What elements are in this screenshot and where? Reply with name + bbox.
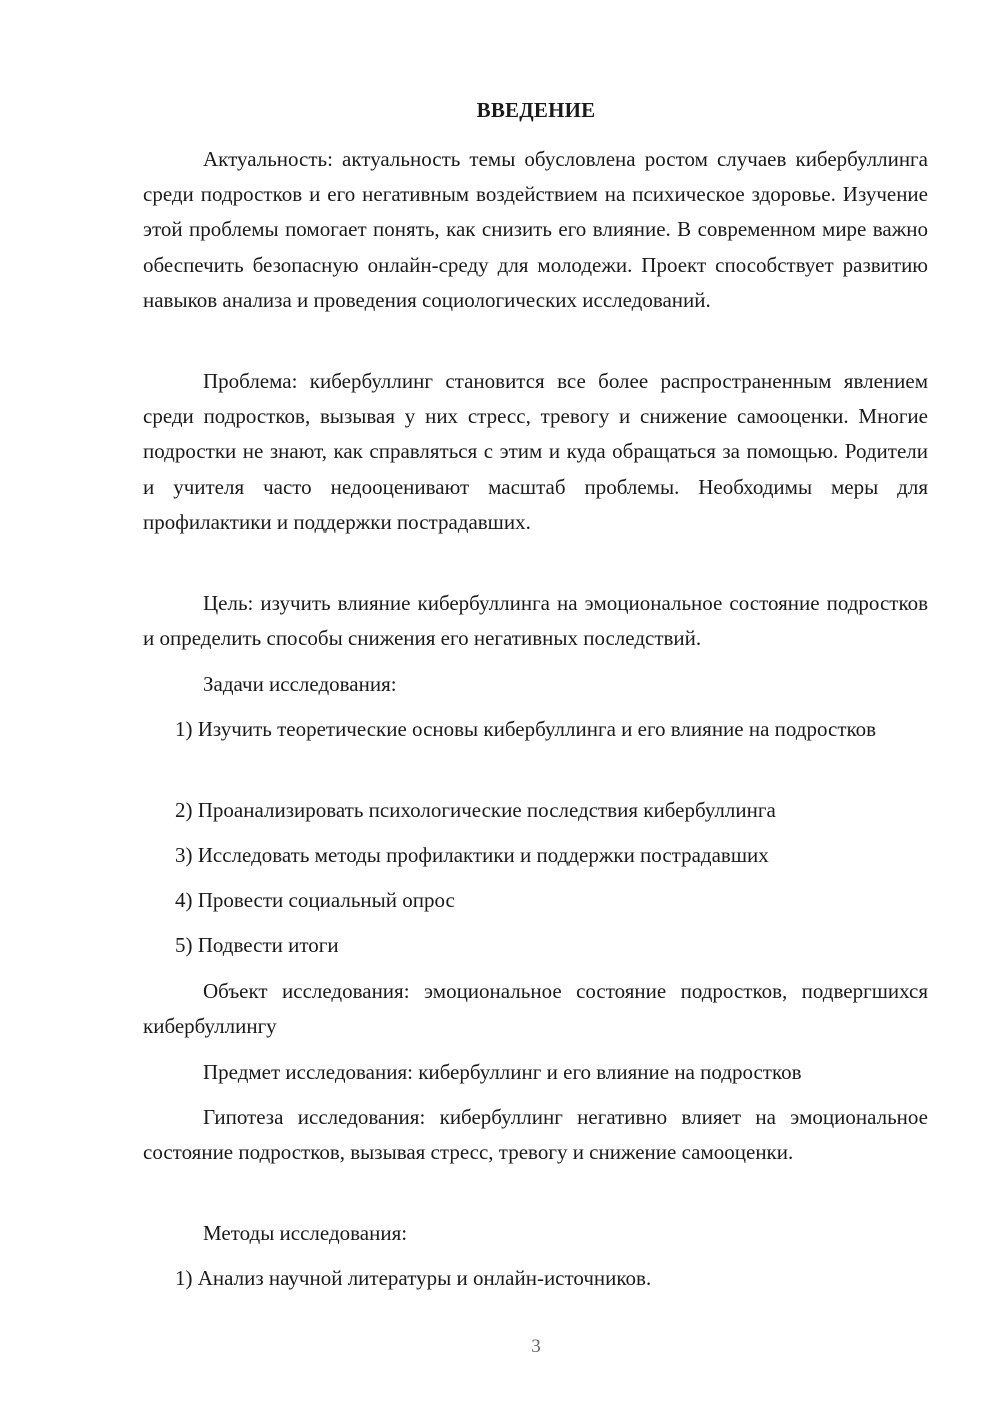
task-item-4: 4) Провести социальный опрос	[175, 888, 455, 912]
methods-heading: Методы исследования:	[203, 1221, 408, 1245]
task-item-3: 3) Исследовать методы профилактики и поддержки пострадавших	[175, 843, 769, 867]
paragraph-hypothesis: Гипотеза исследования: кибербуллинг негативно влияет на эмоциональное состояние подростков, вызывая стресс, тревогу и снижение самооценки.	[143, 1105, 928, 1165]
paragraph-goal: Цель: изучить влияние кибербуллинга на эмоциональное состояние подростков и определить способы снижения его негативных последствий.	[143, 591, 928, 651]
task-item-2: 2) Проанализировать психологические последствия кибербуллинга	[175, 798, 776, 822]
task-item-1: 1) Изучить теоретические основы кибербуллинга и его влияние на подростков	[175, 717, 877, 741]
task-item-5: 5) Подвести итоги	[175, 933, 339, 957]
paragraph-object: Объект исследования: эмоциональное состояние подростков, подвергшихся кибербуллингу	[143, 979, 928, 1039]
page-number: 3	[531, 1336, 541, 1357]
tasks-heading: Задачи исследования:	[203, 672, 397, 696]
section-heading: ВВЕДЕНИЕ	[476, 98, 596, 122]
paragraph-problem: Проблема: кибербуллинг становится все более распространенным явлением среди подростков, вызывая у них стресс, тревогу и снижение самооценки. Многие подростки не знают, как справляться с этим и куда обращаться за помощью. Родители и учителя часто недооценивают масштаб проблемы. Необходимы меры для профилактики и поддержки пострадавших.	[143, 369, 928, 534]
paragraph-relevance: Актуальность: актуальность темы обусловлена ростом случаев кибербуллинга среди подростков и его негативным воздействием на психическое здоровье. Изучение этой проблемы помогает понять, как снизить его влияние. В современном мире важно обеспечить безопасную онлайн-среду для молодежи. Проект способствует развитию навыков анализа и проведения социологических исследований.	[143, 147, 928, 312]
method-item-1: 1) Анализ научной литературы и онлайн-источников.	[175, 1266, 652, 1290]
paragraph-subject: Предмет исследования: кибербуллинг и его влияние на подростков	[203, 1060, 802, 1084]
